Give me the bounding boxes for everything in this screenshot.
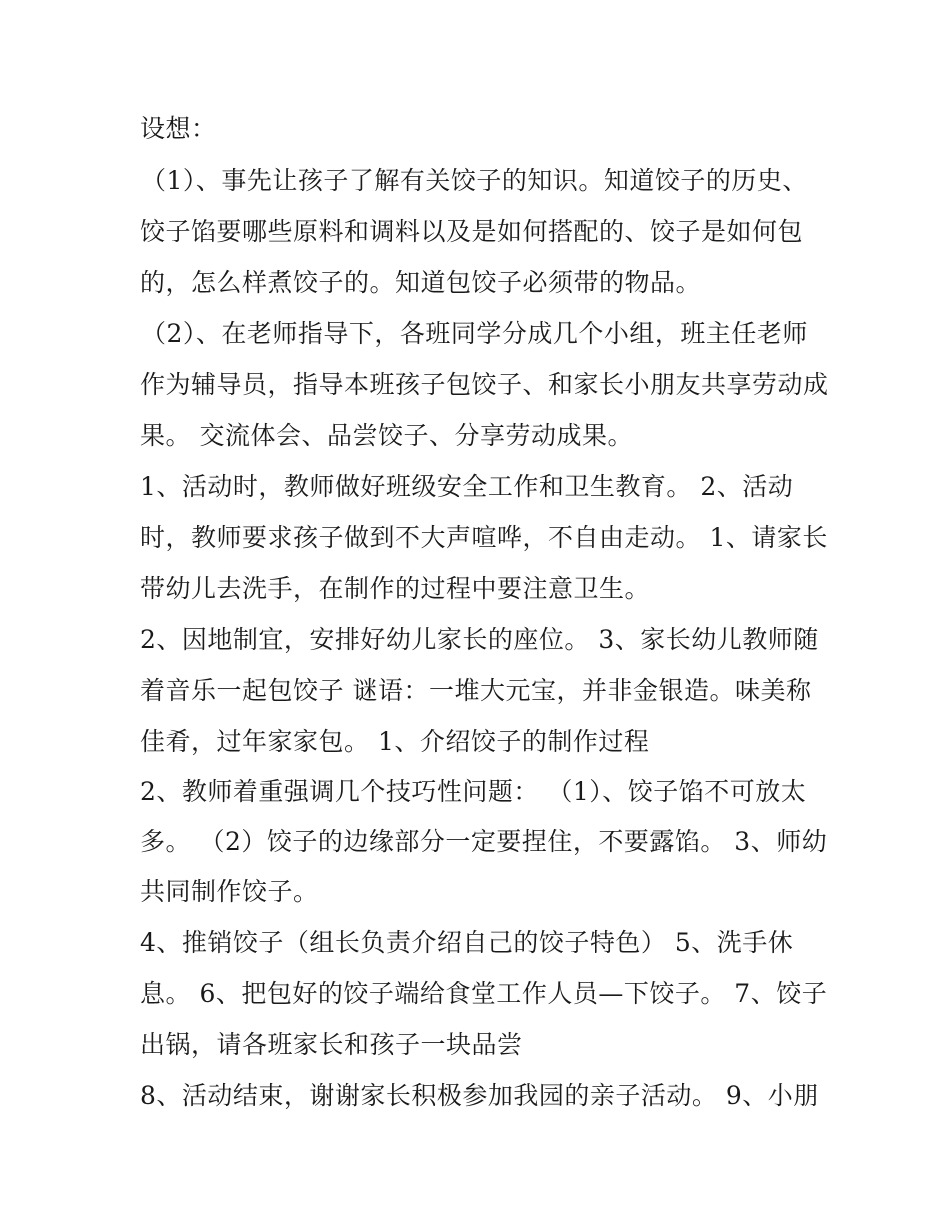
text-line-14: 2、教师着重强调几个技巧性问题： （1）、饺子馅不可放太 [140,777,807,806]
text-line-7: 果。 交流体会、品尝饺子、分享劳动成果。 [140,421,633,450]
text-line-2: （1）、事先让孩子了解有关饺子的知识。知道饺子的历史、 [141,166,808,195]
text-line-19: 出锅，请各班家长和孩子一块品尝 [140,1030,523,1059]
text-line-1: 设想： [140,114,217,143]
text-line-12: 着音乐一起包饺子 谜语：一堆大元宝，并非金银造。味美称 [140,676,812,705]
text-line-6: 作为辅导员，指导本班孩子包饺子、和家长小朋友共享劳动成 [140,370,829,399]
text-line-5: （2）、在老师指导下，各班同学分成几个小组，班主任老师 [141,319,808,348]
text-line-9: 时，教师要求孩子做到不大声喧哗，不自由走动。 1、请家长 [140,523,828,552]
text-line-8: 1、活动时，教师做好班级安全工作和卫生教育。 2、活动 [140,472,794,501]
text-line-20: 8、活动结束，谢谢家长积极参加我园的亲子活动。 9、小朋 [140,1081,819,1110]
text-line-4: 的，怎么样煮饺子的。知道包饺子必须带的物品。 [140,268,702,297]
text-line-15: 多。 （2）饺子的边缘部分一定要捏住，不要露馅。 3、师幼 [140,827,828,856]
text-line-13: 佳肴，过年家家包。 1、介绍饺子的制作过程 [140,727,650,756]
text-line-16: 共同制作饺子。 [140,877,319,906]
text-line-10: 带幼儿去洗手，在制作的过程中要注意卫生。 [140,574,651,603]
text-line-17: 4、推销饺子（组长负责介绍自己的饺子特色） 5、洗手休 [140,928,794,957]
text-line-3: 饺子馅要哪些原料和调料以及是如何搭配的、饺子是如何包 [140,217,804,246]
text-line-18: 息。 6、把包好的饺子端给食堂工作人员—下饺子。 7、饺子 [140,979,828,1008]
text-line-11: 2、因地制宜，安排好幼儿家长的座位。 3、家长幼儿教师随 [140,625,819,654]
